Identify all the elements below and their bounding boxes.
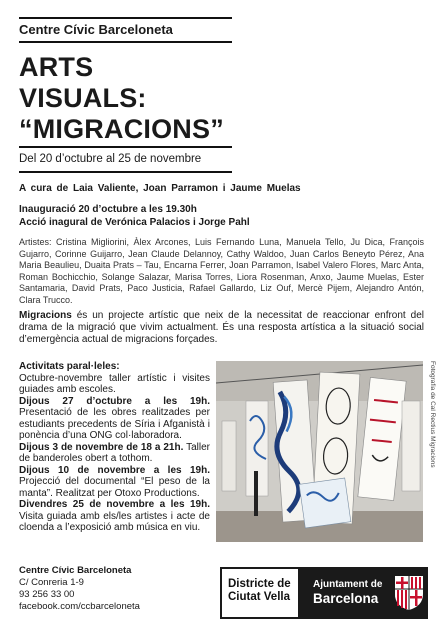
activities-block (19, 361, 210, 534)
description-lead: Migracions (19, 310, 72, 321)
activity-item (19, 373, 210, 396)
rule-under-center (19, 41, 232, 43)
activity-item (19, 396, 210, 442)
activity-text: Presentació de les obres realitzades per estudiants precedents de Síria i Afganistà i ponència d’una ONG col·laboradora. (19, 407, 210, 441)
district-logo-text (228, 578, 291, 604)
activity-text: Visita guiada amb els/les artistes i acte de cloenda a l’exposició amb música en viu. (19, 510, 210, 533)
exhibition-photo (216, 361, 423, 542)
title-line-2: VISUALS: (19, 83, 147, 113)
activity-lead: Divendres 25 de novembre a les 19h. (19, 499, 210, 510)
artists-list: Artistes: Cristina Migliorini, Àlex Arcones, Luis Fernando Luna, Manuela Tello, Ju Dica, François Gujarro, Corinne Guijarro, Jean Claude Delannoy, Cathy Waldoo, Juan Carlos Beneyto Pérez, Ana Maria Beaulieu, Duaita Prats – Tau, Encarna Ferrer, Joan Parramon, Isabel Valero Flores, Marc Anta, Roman Bochicchio, Solange Salazar, Marisa Torres, Liora Rosenman, Anxo, Jaume Muelas, Ester Santamaria, David Prats, Paco Justicia, Rafael Gallardo, Liz Ouf, Mercè Pijem, Alejandro Antón, Clara Trucco. (19, 237, 424, 305)
exhibition-dates: Del 20 d’octubre al 25 de novembre (19, 153, 202, 165)
inauguration-date: Inauguració 20 d’octubre a les 19.30h (19, 204, 197, 215)
activities-heading: Activitats paral·leles: (19, 361, 120, 372)
ajuntament-line-1: Ajuntament de (313, 579, 383, 590)
rule-under-dates (19, 171, 232, 173)
activity-item (19, 465, 210, 500)
inauguration-block (19, 203, 250, 229)
footer-facebook-link[interactable]: facebook.com/ccbarceloneta (19, 601, 140, 612)
activity-item (19, 499, 210, 534)
footer-address: C/ Conreria 1-9 (19, 577, 84, 588)
activity-text: Projecció del documental “El peso de la manta”. Realitzat per Otoxo Productions. (19, 476, 210, 499)
project-description (19, 310, 424, 346)
description-body: és un projecte artístic que neix de la necessitat de reaccionar enfront del drama de la migració que vivim actualment. És una resposta artística a la situació social d’emergència actual de migracions forçades. (19, 310, 424, 345)
center-name: Centre Cívic Barceloneta (19, 22, 173, 37)
activity-text: Octubre-novembre taller artístic i visites guiades amb escoles. (19, 372, 210, 395)
district-line-1: Districte de (228, 578, 291, 590)
inaugural-act: Acció inagural de Verónica Palacios i Jorge Pahl (19, 217, 250, 228)
activity-lead: Dijous 3 de novembre de 18 a 21h. (19, 441, 184, 453)
rule-under-title (19, 146, 232, 148)
activity-item (19, 442, 210, 465)
photo-illustration (216, 361, 423, 542)
curated-by: A cura de Laia Valiente, Joan Parramon i Jaume Muelas (19, 183, 301, 194)
footer-contact (19, 577, 140, 613)
footer-center-name: Centre Cívic Barceloneta (19, 565, 132, 576)
barcelona-shield-icon (393, 574, 425, 612)
photo-credit (427, 361, 437, 542)
activity-lead: Dijous 27 d’octubre a les 19h. (19, 395, 210, 407)
activity-lead: Dijous 10 de novembre a les 19h. (19, 464, 210, 476)
photo-credit-text: Fotografia de Cal Rectius Migracions (429, 361, 436, 468)
footer-phone: 93 256 33 00 (19, 589, 75, 600)
title-line-3: “MIGRACIONS” (19, 114, 224, 144)
activity-text: Taller de banderoles obert a tothom. (19, 441, 210, 464)
title-line-1: ARTS (19, 52, 94, 82)
ajuntament-line-2: Barcelona (313, 591, 379, 606)
district-line-2: Ciutat Vella (228, 591, 290, 603)
exhibition-title (19, 52, 224, 145)
top-rule (19, 17, 232, 19)
